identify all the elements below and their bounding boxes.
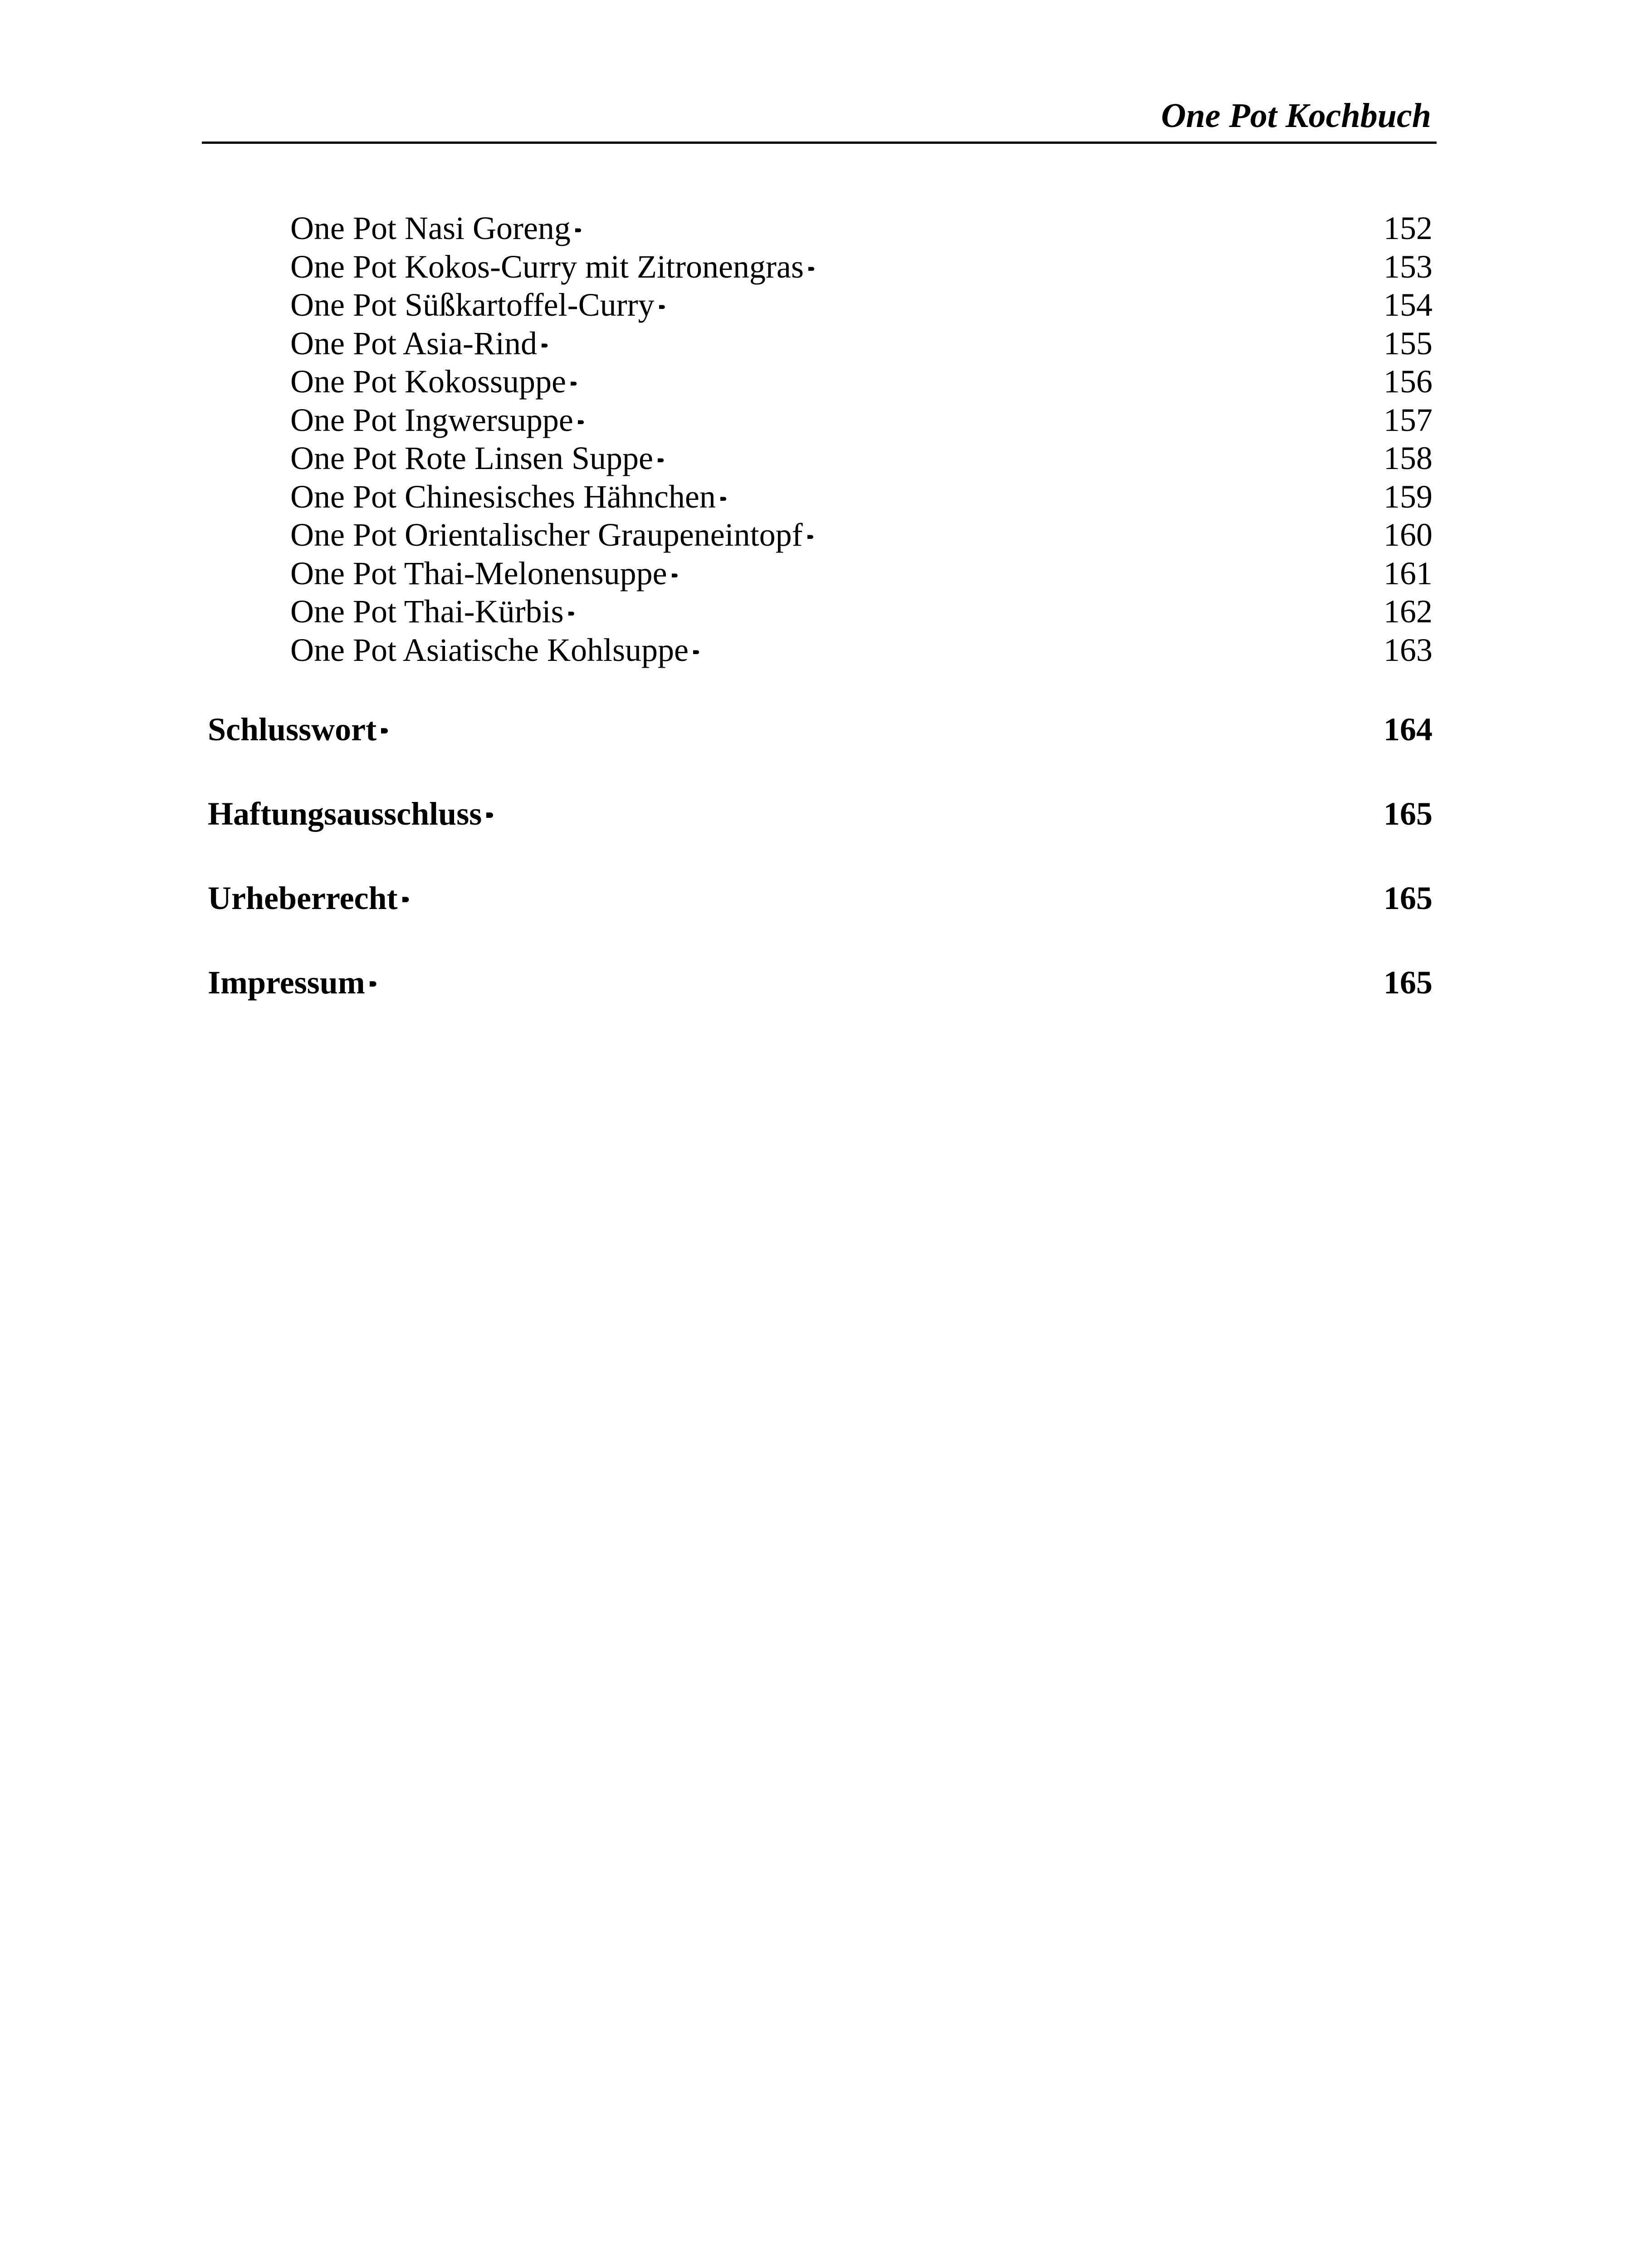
toc-chapter-entry[interactable] xyxy=(208,856,1433,940)
dot-leader xyxy=(486,792,1380,825)
toc-entry-page: 154 xyxy=(1384,287,1433,323)
toc-chapter-entry[interactable] xyxy=(208,687,1433,772)
toc-entry-title: One Pot Orientalischer Graupeneintopf xyxy=(290,517,803,553)
toc-chapter-entry[interactable] xyxy=(208,772,1433,856)
toc-chapter-title: Schlusswort xyxy=(208,711,377,748)
dot-leader xyxy=(568,590,1380,622)
toc-entry[interactable] xyxy=(290,360,1433,398)
toc-entry[interactable] xyxy=(290,245,1433,284)
toc-entry[interactable] xyxy=(290,475,1433,513)
toc-chapter-page: 165 xyxy=(1384,880,1433,916)
toc-entry[interactable] xyxy=(290,398,1433,437)
toc-entry-page: 158 xyxy=(1384,440,1433,476)
toc-chapter-page: 165 xyxy=(1384,964,1433,1001)
dot-leader xyxy=(693,628,1380,661)
toc-entry-page: 159 xyxy=(1384,478,1433,515)
toc-entry-title: One Pot Chinesisches Hähnchen xyxy=(290,478,716,515)
toc-entry-page: 152 xyxy=(1384,210,1433,246)
toc-entry-page: 157 xyxy=(1384,401,1433,438)
toc-chapter-title: Urheberrecht xyxy=(208,880,398,916)
toc-entry-title: One Pot Asia-Rind xyxy=(290,325,538,362)
dot-leader xyxy=(720,475,1380,508)
toc-chapter-title: Impressum xyxy=(208,964,365,1001)
dot-leader xyxy=(571,360,1380,392)
toc-entry[interactable] xyxy=(290,590,1433,628)
toc-entry-page: 162 xyxy=(1384,593,1433,630)
toc-entry-title: One Pot Asiatische Kohlsuppe xyxy=(290,631,689,668)
dot-leader xyxy=(542,322,1380,354)
toc-entry[interactable] xyxy=(290,283,1433,322)
toc-chapter-list xyxy=(208,687,1433,1025)
table-of-contents xyxy=(208,206,1433,1025)
toc-entry-title: One Pot Kokos-Curry mit Zitronengras xyxy=(290,248,804,285)
toc-entry-page: 160 xyxy=(1384,517,1433,553)
toc-entry-page: 156 xyxy=(1384,363,1433,400)
running-header-title: One Pot Kochbuch xyxy=(1161,97,1431,135)
dot-leader xyxy=(672,552,1380,584)
toc-entry[interactable] xyxy=(290,206,1433,245)
toc-entry[interactable] xyxy=(290,322,1433,360)
toc-entry-page: 153 xyxy=(1384,248,1433,285)
dot-leader xyxy=(402,876,1380,909)
toc-entry-page: 155 xyxy=(1384,325,1433,362)
dot-leader xyxy=(807,513,1380,546)
header-rule xyxy=(202,142,1437,144)
toc-entry[interactable] xyxy=(290,436,1433,475)
toc-chapter-title: Haftungsausschluss xyxy=(208,796,482,832)
dot-leader xyxy=(370,961,1380,993)
toc-entry[interactable] xyxy=(290,628,1433,667)
toc-entry-title: One Pot Thai-Kürbis xyxy=(290,593,564,630)
toc-entry-title: One Pot Süßkartoffel-Curry xyxy=(290,287,655,323)
toc-entry[interactable] xyxy=(290,552,1433,590)
toc-entry-title: One Pot Rote Linsen Suppe xyxy=(290,440,653,476)
dot-leader xyxy=(658,436,1380,469)
toc-entry-page: 163 xyxy=(1384,631,1433,668)
toc-subsection-list xyxy=(290,206,1433,666)
toc-entry-title: One Pot Thai-Melonensuppe xyxy=(290,555,667,591)
dot-leader xyxy=(578,398,1380,431)
dot-leader xyxy=(808,245,1380,278)
dot-leader xyxy=(381,708,1380,740)
toc-chapter-entry[interactable] xyxy=(208,940,1433,1025)
dot-leader xyxy=(659,283,1380,316)
dot-leader xyxy=(575,206,1380,239)
toc-entry-title: One Pot Ingwersuppe xyxy=(290,401,573,438)
toc-entry-title: One Pot Kokossuppe xyxy=(290,363,566,400)
toc-chapter-page: 164 xyxy=(1384,711,1433,748)
toc-entry-title: One Pot Nasi Goreng xyxy=(290,210,571,246)
toc-chapter-page: 165 xyxy=(1384,796,1433,832)
toc-entry-page: 161 xyxy=(1384,555,1433,591)
toc-entry[interactable] xyxy=(290,513,1433,552)
